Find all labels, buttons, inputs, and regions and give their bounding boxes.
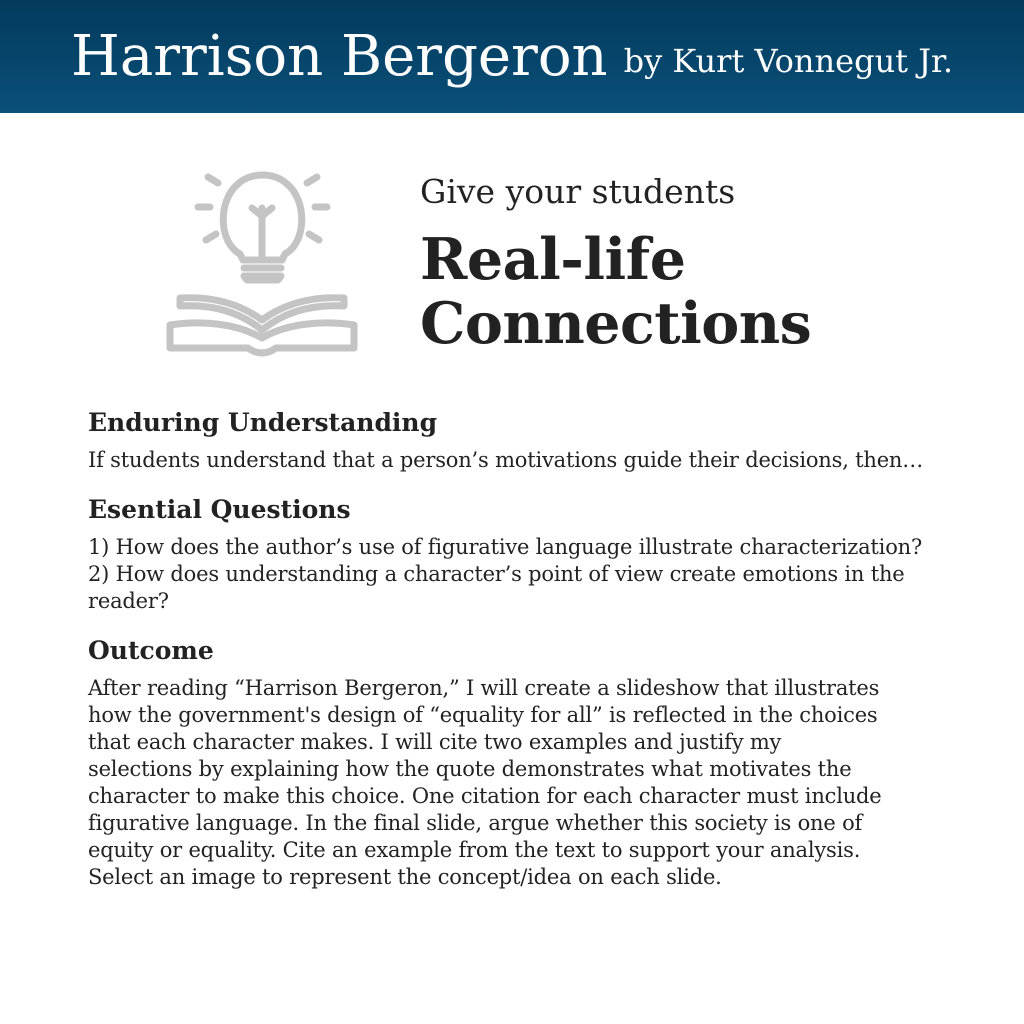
hero-headline: Real-life Connections [420, 226, 812, 357]
enduring-understanding-section [88, 405, 948, 474]
essential-questions-heading: Esential Questions [88, 495, 351, 524]
hero-kicker: Give your students [420, 172, 736, 211]
banner-byline: by Kurt Vonnegut Jr. [623, 41, 953, 80]
essential-questions-section [88, 492, 948, 615]
outcome-body: After reading “Harrison Bergeron,” I will create a slideshow that illustrates how the government's design of “equality for all” is reflected in the choices that each character makes. I will cite two examples and justify my selections by explaining how the quote demonstrates what motivates the character to make this choice. One citation for each character must include figurative language. In the final slide, argue whether this society is one of equity or equality. Cite an example from the text to support your analysis. Select an image to represent the concept/idea on each slide. [88, 676, 882, 889]
outcome-heading: Outcome [88, 636, 214, 665]
enduring-understanding-heading: Enduring Understanding [88, 408, 438, 437]
outcome-section [88, 633, 948, 891]
hero-text [420, 170, 980, 356]
lightbulb-over-open-book-icon [160, 160, 365, 360]
lesson-content [88, 405, 948, 891]
essential-question-2: 2) How does understanding a character’s point of view create emotions in the reader? [88, 562, 905, 613]
title-banner [0, 0, 1024, 113]
essential-question-1: 1) How does the author’s use of figurative language illustrate characterization? [88, 535, 923, 559]
enduring-understanding-body: If students understand that a person’s motivations guide their decisions, then… [88, 448, 924, 472]
essential-questions-list [88, 534, 948, 615]
banner-title: Harrison Bergeron [71, 24, 608, 89]
